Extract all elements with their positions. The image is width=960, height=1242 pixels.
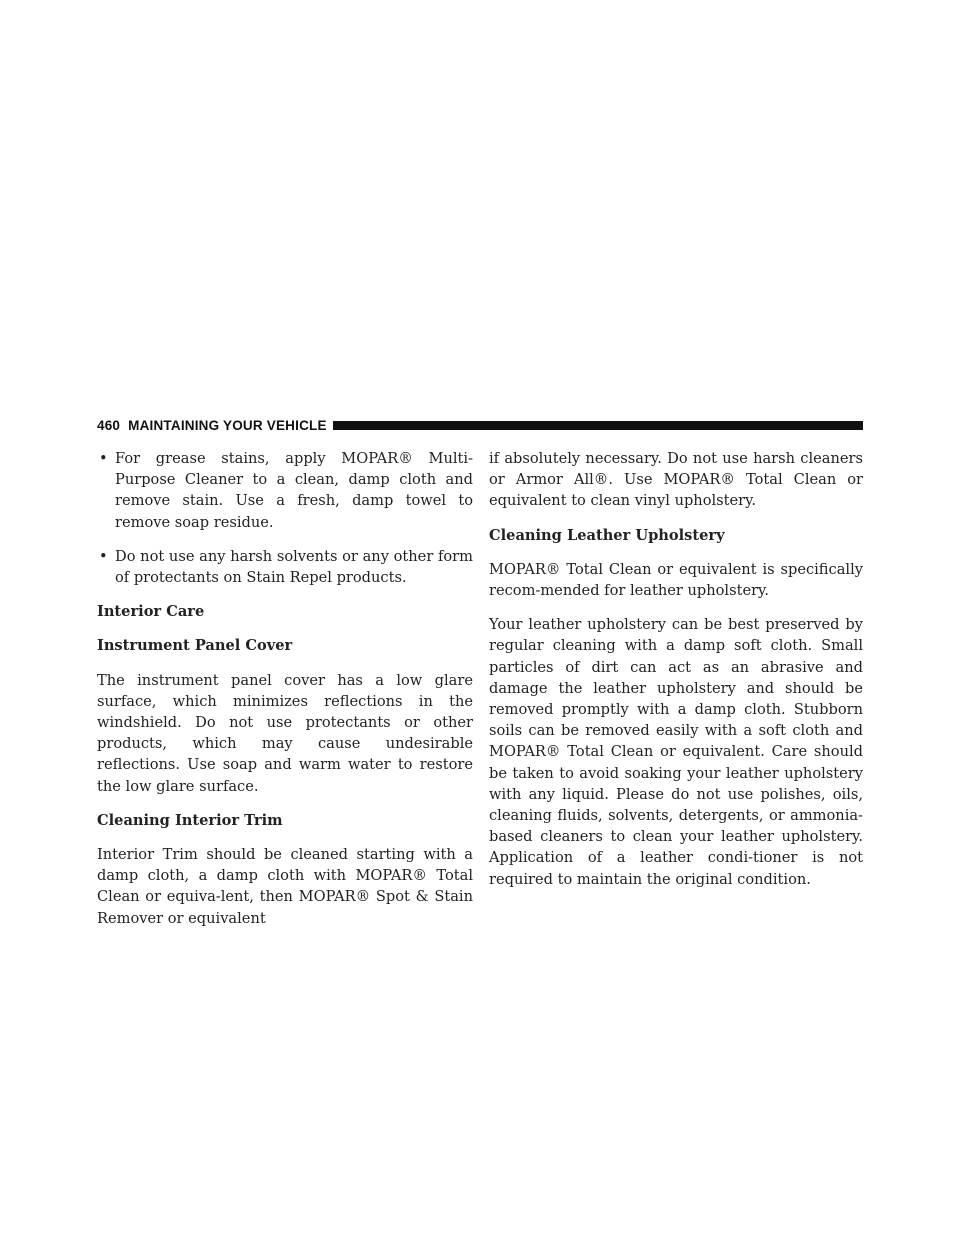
heading-interior-care: Interior Care: [97, 603, 205, 621]
paragraph-interior-trim-end: if absolutely necessary. Do not use harsh cleaners or Armor All®. Use MOPAR® Total Clean or equivalent to clean vinyl upholstery.: [489, 450, 863, 510]
header-rule: [333, 421, 863, 430]
list-item: [97, 448, 473, 533]
paragraph-instrument-panel: The instrument panel cover has a low glare surface, which minimizes reflections in the windshield. Do not use protectants or other products, which may cause undesirable reflections. Use soap and warm water to restore the low glare surface.: [97, 671, 473, 795]
bullet-text: For grease stains, apply MOPAR® Multi-Purpose Cleaner to a clean, damp cloth and remove stain. Use a fresh, damp towel to remove soap residue.: [115, 450, 473, 531]
bullet-text: Do not use any harsh solvents or any other form of protectants on Stain Repel products.: [115, 547, 473, 587]
page-number: 460: [97, 417, 121, 433]
right-column: [489, 448, 863, 903]
section-title: MAINTAINING YOUR VEHICLE: [128, 417, 327, 433]
bullet-icon: •: [99, 547, 108, 565]
list-item: [97, 546, 473, 588]
bullet-icon: •: [99, 450, 108, 467]
heading-cleaning-leather: Cleaning Leather Upholstery: [489, 526, 725, 544]
page-header: [97, 417, 863, 433]
heading-instrument-panel-cover: Instrument Panel Cover: [97, 637, 293, 655]
paragraph-interior-trim-start: Interior Trim should be cleaned starting with a damp cloth, a damp cloth with MOPAR® Total Clean or equiva-lent, then MOPAR® Spot & Stain Remover or equivalent: [97, 846, 473, 927]
heading-cleaning-interior-trim: Cleaning Interior Trim: [97, 811, 283, 829]
paragraph-leather-2: Your leather upholstery can be best preserved by regular cleaning with a damp soft cloth. Small particles of dirt can act as an abrasive and damage the leather upholstery and should be removed promptly with a damp cloth. Stubborn soils can be removed easily with a soft cloth and MOPAR® Total Clean or equivalent. Care should be taken to avoid soaking your leather upholstery with any liquid. Please do not use polishes, oils, cleaning fluids, solvents, detergents, or ammonia-based cleaners to clean your leather upholstery. Application of a leather condi-tioner is not required to maintain the original condition.: [489, 616, 863, 888]
left-column: [97, 448, 473, 942]
paragraph-leather-1: MOPAR® Total Clean or equivalent is specifically recom-mended for leather upholstery.: [489, 560, 863, 600]
bullet-list: [97, 448, 473, 588]
